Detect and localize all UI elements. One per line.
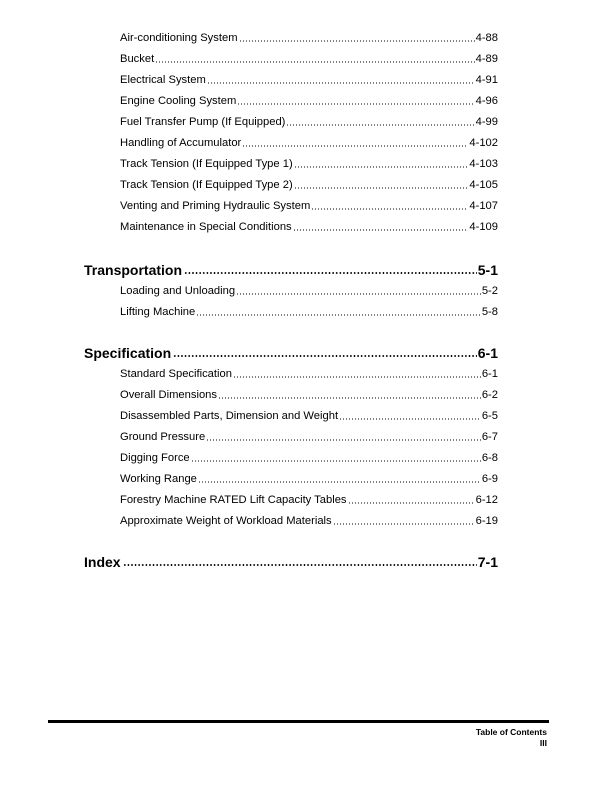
section-page: 5-1 bbox=[477, 262, 498, 278]
toc-entry-page: 6-19 bbox=[475, 515, 498, 527]
dot-leader bbox=[242, 145, 468, 147]
dot-leader bbox=[333, 523, 475, 525]
toc-entry[interactable] bbox=[120, 176, 498, 192]
dot-leader bbox=[286, 124, 474, 126]
dot-leader bbox=[206, 439, 481, 441]
dot-leader bbox=[173, 355, 477, 357]
toc-entry-label: Loading and Unloading bbox=[120, 285, 236, 297]
toc-section-heading[interactable] bbox=[84, 550, 498, 570]
toc-entry-label: Engine Cooling System bbox=[120, 95, 237, 107]
toc-entry[interactable] bbox=[120, 386, 498, 402]
footer-rule bbox=[48, 720, 549, 723]
toc-entry[interactable] bbox=[120, 365, 498, 381]
toc-entry[interactable] bbox=[120, 92, 498, 108]
toc-entry-label: Air-conditioning System bbox=[120, 32, 238, 44]
dot-leader bbox=[191, 460, 481, 462]
dot-leader bbox=[239, 40, 475, 42]
toc-section-heading[interactable] bbox=[84, 258, 498, 278]
toc-entry-label: Fuel Transfer Pump (If Equipped) bbox=[120, 116, 286, 128]
toc-entry[interactable] bbox=[120, 303, 498, 319]
dot-leader bbox=[184, 272, 477, 274]
section-page: 6-1 bbox=[477, 345, 498, 361]
toc-entry-label: Overall Dimensions bbox=[120, 389, 217, 401]
dot-leader bbox=[294, 187, 469, 189]
footer-page-number: III bbox=[539, 738, 547, 748]
footer-title: Table of Contents bbox=[475, 727, 547, 737]
toc-entry-label: Working Range bbox=[120, 473, 197, 485]
dot-leader bbox=[233, 376, 481, 378]
dot-leader bbox=[348, 502, 475, 504]
toc-entry-page: 4-96 bbox=[475, 95, 498, 107]
toc-entry-label: Bucket bbox=[120, 53, 155, 65]
toc-entry[interactable] bbox=[120, 512, 498, 528]
toc-entry-label: Track Tension (If Equipped Type 1) bbox=[120, 158, 293, 170]
dot-leader bbox=[196, 314, 481, 316]
toc-entry[interactable] bbox=[120, 470, 498, 486]
toc-entry[interactable] bbox=[120, 282, 498, 298]
toc-entry[interactable] bbox=[120, 407, 498, 423]
toc-entry-label: Track Tension (If Equipped Type 2) bbox=[120, 179, 293, 191]
dot-leader bbox=[236, 293, 481, 295]
dot-leader bbox=[293, 229, 469, 231]
dot-leader bbox=[294, 166, 469, 168]
toc-entry-label: Lifting Machine bbox=[120, 306, 196, 318]
section-title: Specification bbox=[84, 345, 172, 361]
toc-entry-label: Electrical System bbox=[120, 74, 206, 86]
toc-entry-page: 5-8 bbox=[481, 306, 498, 318]
toc-entry[interactable] bbox=[120, 428, 498, 444]
toc-entry-label: Handling of Accumulator bbox=[120, 137, 242, 149]
dot-leader bbox=[207, 82, 475, 84]
toc-entry-page: 4-102 bbox=[469, 137, 498, 149]
toc-entry[interactable] bbox=[120, 29, 498, 45]
toc-entry-page: 6-9 bbox=[481, 473, 498, 485]
toc-entry-page: 4-91 bbox=[475, 74, 498, 86]
toc-entry[interactable] bbox=[120, 50, 498, 66]
toc-entry-label: Approximate Weight of Workload Materials bbox=[120, 515, 332, 527]
toc-entry-label: Standard Specification bbox=[120, 368, 232, 380]
toc-entry[interactable] bbox=[120, 197, 498, 213]
toc-entry-label: Ground Pressure bbox=[120, 431, 206, 443]
toc-entry-label: Venting and Priming Hydraulic System bbox=[120, 200, 311, 212]
toc-entry[interactable] bbox=[120, 71, 498, 87]
toc-entry-page: 6-7 bbox=[481, 431, 498, 443]
toc-entry[interactable] bbox=[120, 134, 498, 150]
dot-leader bbox=[218, 397, 481, 399]
dot-leader bbox=[237, 103, 474, 105]
section-title: Index bbox=[84, 554, 121, 570]
toc-entry-page: 6-5 bbox=[481, 410, 498, 422]
toc-entry-page: 6-12 bbox=[475, 494, 498, 506]
dot-leader bbox=[155, 61, 474, 63]
toc-entry[interactable] bbox=[120, 113, 498, 129]
toc-entry-page: 4-88 bbox=[475, 32, 498, 44]
dot-leader bbox=[123, 564, 477, 566]
toc-entry-label: Disassembled Parts, Dimension and Weight bbox=[120, 410, 339, 422]
toc-entry-page: 4-105 bbox=[469, 179, 498, 191]
dot-leader bbox=[198, 481, 481, 483]
toc-entry-page: 4-103 bbox=[469, 158, 498, 170]
toc-entry[interactable] bbox=[120, 155, 498, 171]
toc-entry[interactable] bbox=[120, 449, 498, 465]
toc-entry-page: 5-2 bbox=[481, 285, 498, 297]
toc-entry-label: Digging Force bbox=[120, 452, 190, 464]
toc-entry-page: 4-107 bbox=[469, 200, 498, 212]
toc-entry-page: 6-2 bbox=[481, 389, 498, 401]
section-title: Transportation bbox=[84, 262, 183, 278]
toc-entry-page: 4-109 bbox=[469, 221, 498, 233]
toc-entry-page: 4-89 bbox=[475, 53, 498, 65]
dot-leader bbox=[339, 418, 481, 420]
toc-entry-label: Forestry Machine RATED Lift Capacity Tables bbox=[120, 494, 347, 506]
section-page: 7-1 bbox=[477, 554, 498, 570]
toc-entry-page: 6-8 bbox=[481, 452, 498, 464]
toc-entry[interactable] bbox=[120, 491, 498, 507]
dot-leader bbox=[311, 208, 468, 210]
toc-entry-label: Maintenance in Special Conditions bbox=[120, 221, 292, 233]
toc-entry[interactable] bbox=[120, 218, 498, 234]
toc-entry-page: 4-99 bbox=[475, 116, 498, 128]
toc-section-heading[interactable] bbox=[84, 341, 498, 361]
toc-entry-page: 6-1 bbox=[481, 368, 498, 380]
